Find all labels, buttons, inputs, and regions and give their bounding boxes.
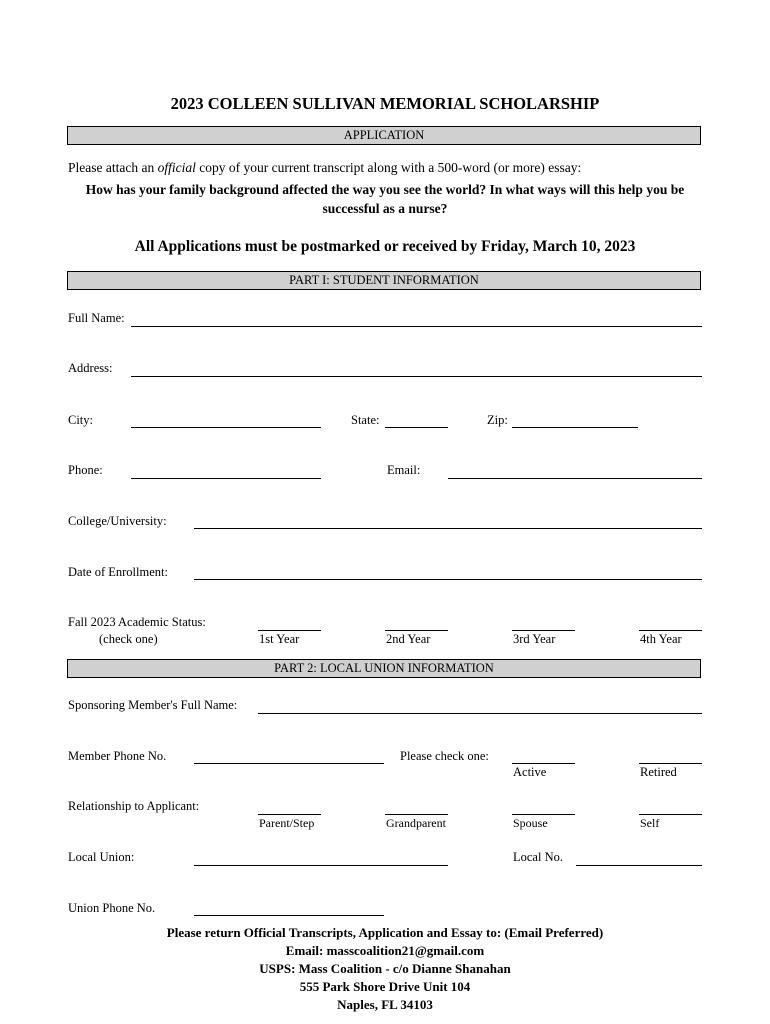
self-checkline[interactable] [639, 814, 702, 815]
active-checkline[interactable] [512, 763, 575, 764]
deadline-text: All Applications must be postmarked or received by Friday, March 10, 2023 [134, 238, 636, 255]
status-option-2nd-year: 2nd Year [386, 632, 431, 646]
part1-heading: PART I: STUDENT INFORMATION [67, 271, 701, 290]
city-label: City: [68, 413, 94, 427]
status-option-1st-year: 1st Year [259, 632, 300, 646]
part2-heading: PART 2: LOCAL UNION INFORMATION [67, 659, 701, 678]
city-field[interactable] [131, 427, 321, 428]
enrollment-field[interactable] [194, 579, 702, 580]
status-2nd-year-checkline[interactable] [385, 630, 448, 631]
intro-before: Please attach an [68, 160, 158, 175]
enrollment-label: Date of Enrollment: [68, 565, 168, 579]
footer-city-line: Naples, FL 34103 [337, 997, 433, 1012]
intro-text [68, 160, 581, 176]
member-phone-field[interactable] [194, 763, 384, 764]
college-label: College/University: [68, 514, 167, 528]
relationship-parent-step: Parent/Step [259, 816, 315, 830]
status-note: (check one) [99, 632, 158, 646]
college-field[interactable] [194, 528, 702, 529]
state-label: State: [351, 413, 380, 427]
union-phone-label: Union Phone No. [68, 901, 156, 915]
address-label: Address: [68, 361, 113, 375]
email-field[interactable] [448, 478, 702, 479]
return-instructions [0, 924, 770, 1014]
local-no-label: Local No. [513, 850, 563, 864]
page-title: 2023 COLLEEN SULLIVAN MEMORIAL SCHOLARSHIP [170, 94, 600, 113]
member-status-active: Active [513, 765, 547, 779]
footer-street-line: 555 Park Shore Drive Unit 104 [299, 979, 471, 994]
status-option-3rd-year: 3rd Year [513, 632, 556, 646]
member-phone-label: Member Phone No. [68, 749, 167, 763]
zip-field[interactable] [512, 427, 638, 428]
email-label: Email: [387, 463, 421, 477]
intro-after: copy of your current transcript along with a 500-word (or more) essay: [195, 160, 582, 175]
intro-emphasis: official [157, 160, 196, 175]
sponsor-label: Sponsoring Member's Full Name: [68, 698, 238, 712]
relationship-self: Self [640, 816, 660, 830]
footer-usps-line: USPS: Mass Coalition - c/o Dianne Shanahan [259, 961, 511, 976]
address-field[interactable] [131, 376, 702, 377]
essay-question: How has your family background affected the way you see the world? In what ways will this help you be successful as a nurse? [85, 182, 685, 216]
phone-label: Phone: [68, 463, 103, 477]
union-phone-field[interactable] [194, 915, 384, 916]
local-union-field[interactable] [194, 865, 448, 866]
relationship-label: Relationship to Applicant: [68, 799, 200, 813]
full-name-field[interactable] [131, 326, 702, 327]
local-no-field[interactable] [576, 865, 702, 866]
phone-field[interactable] [131, 478, 321, 479]
full-name-label: Full Name: [68, 311, 125, 325]
footer-line-1: Please return Official Transcripts, Application and Essay to: (Email Preferred) [166, 925, 604, 940]
parent-step-checkline[interactable] [258, 814, 321, 815]
application-bar: APPLICATION [67, 126, 701, 145]
relationship-spouse: Spouse [513, 816, 548, 830]
retired-checkline[interactable] [639, 763, 702, 764]
footer-email-line: Email: masscoalition21@gmail.com [285, 943, 485, 958]
grandparent-checkline[interactable] [385, 814, 448, 815]
status-4th-year-checkline[interactable] [639, 630, 702, 631]
relationship-grandparent: Grandparent [386, 816, 446, 830]
status-label: Fall 2023 Academic Status: [68, 615, 206, 629]
sponsor-field[interactable] [258, 713, 702, 714]
status-3rd-year-checkline[interactable] [512, 630, 575, 631]
check-one-label: Please check one: [400, 749, 489, 763]
spouse-checkline[interactable] [512, 814, 575, 815]
local-union-label: Local Union: [68, 850, 135, 864]
member-status-retired: Retired [640, 765, 677, 779]
state-field[interactable] [385, 427, 448, 428]
zip-label: Zip: [487, 413, 508, 427]
status-1st-year-checkline[interactable] [258, 630, 321, 631]
status-option-4th-year: 4th Year [640, 632, 682, 646]
